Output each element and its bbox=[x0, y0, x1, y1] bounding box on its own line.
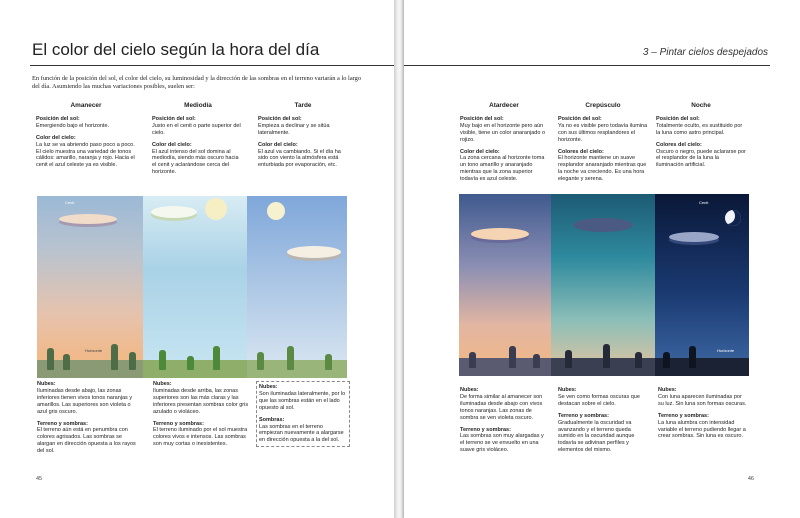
terrain-label: Terreno y sombras: bbox=[558, 412, 609, 419]
moon-icon bbox=[725, 210, 741, 226]
column-amanecer bbox=[36, 103, 136, 169]
column-atardecer bbox=[460, 103, 548, 183]
sky-color-label: Color del cielo: bbox=[36, 134, 76, 141]
tree bbox=[213, 346, 220, 370]
shadows-text: Las sombras en el terreno empiezan nuevamente a alargarse en dirección opuesta a la del sol. bbox=[259, 423, 344, 444]
sky-panel-crepusculo bbox=[551, 194, 655, 376]
cloud bbox=[669, 232, 719, 242]
sun-position-text: Muy bajo en el horizonte pero aún visible, tiene un color anaranjado o rojizo. bbox=[460, 122, 546, 143]
sky-color-text: Oscuro o negro, puede aclararse por el resplandor de la luna la iluminación artificial. bbox=[656, 148, 746, 169]
cloud bbox=[573, 218, 633, 232]
terrain-text: Gradualmente la oscuridad va avanzando y el terreno queda sumido en la oscuridad aunque todavía se adivinan perfiles y elementos del mismo. bbox=[558, 419, 635, 454]
chapter-heading: 3 – Pintar cielos despejados bbox=[642, 47, 768, 58]
clouds-label: Nubes: bbox=[153, 381, 172, 387]
column-heading: Mediodía bbox=[184, 102, 212, 109]
tree bbox=[603, 344, 610, 368]
page-title: El color del cielo según la hora del día bbox=[32, 40, 320, 59]
clouds-text: Iluminadas desde abajo, las zonas inferiores tienen vivos tonos naranjas y amarillos. Las superiores son violeta o azul gris oscuro. bbox=[37, 387, 133, 415]
column-heading: Noche bbox=[691, 102, 711, 109]
sky-panel-tarde bbox=[247, 196, 347, 378]
column-noche bbox=[656, 103, 746, 169]
book-gutter bbox=[394, 0, 404, 518]
tree bbox=[663, 352, 670, 368]
cloud bbox=[151, 206, 197, 218]
tree bbox=[469, 352, 476, 368]
left-page bbox=[0, 0, 394, 518]
terrain-label: Terreno y sombras: bbox=[460, 426, 511, 433]
tree bbox=[111, 344, 118, 370]
sky-panel-mediodia bbox=[143, 196, 247, 378]
intro-paragraph: En función de la posición del sol, el color del cielo, su luminosidad y la dirección de las sombras en el terreno variarán a lo largo del día. Asumiendo las muchas variaciones posibles, suelen ser: bbox=[32, 75, 362, 91]
sun-position-text: Emergiendo bajo el horizonte. bbox=[36, 122, 110, 129]
clouds-text: Son iluminadas lateralmente, por lo que las sombras están en el lado opuesto al sol. bbox=[259, 390, 346, 411]
title-rule bbox=[404, 65, 770, 66]
sky-color-label: Colores del cielo: bbox=[656, 141, 702, 148]
sun-position-label: Posición del sol: bbox=[152, 115, 196, 122]
terrain-text: El terreno aún está en penumbra con colores agrisados. Las sombras se alargan en dirección opuesta a los rayos del sol. bbox=[37, 427, 136, 455]
notes-crepusculo bbox=[558, 387, 650, 454]
tree bbox=[635, 352, 642, 368]
shadows-label: Sombras: bbox=[259, 416, 285, 423]
column-crepusculo bbox=[558, 103, 648, 183]
sun-position-label: Posición del sol: bbox=[258, 115, 302, 122]
sky-color-label: Color del cielo: bbox=[460, 148, 500, 155]
clouds-text: Se ven como formas oscuras que destacan sobre el cielo. bbox=[558, 393, 640, 407]
sun-position-text: Ya no es visible pero todavía ilumina con sus últimos resplandores el horizonte. bbox=[558, 122, 648, 143]
sky-color-text: El azul va cambiando. Si el día ha sido con viento la atmósfera está enturbiada por evaporación, etc. bbox=[258, 148, 341, 169]
notes-tarde bbox=[256, 381, 350, 447]
sky-panel-noche bbox=[655, 194, 749, 376]
clouds-text: Con luna aparecen iluminadas por su luz. Sin luna son formas oscuras. bbox=[658, 393, 747, 407]
column-heading: Amanecer bbox=[70, 102, 102, 109]
notes-mediodia bbox=[153, 381, 249, 448]
sky-color-text: El horizonte mantiene un suave resplandor anaranjado mientras que la noche va creciendo. Es una hora elegante y serena. bbox=[558, 155, 647, 183]
cloud bbox=[287, 246, 341, 258]
tree bbox=[287, 346, 294, 370]
clouds-label: Nubes: bbox=[658, 387, 677, 393]
tree bbox=[565, 350, 572, 368]
tree bbox=[129, 352, 136, 370]
terrain-text: La luna alumbra con intensidad variable el terreno pudiendo llegar a crear sombras. Sin luna es oscuro. bbox=[658, 419, 746, 440]
sun-icon bbox=[267, 202, 285, 220]
sky-color-text: El azul intenso del sol domina al mediodía, siendo más oscuro hacia el cenit y aclarándose cerca del horizonte. bbox=[152, 148, 239, 176]
sun-position-label: Posición del sol: bbox=[460, 115, 504, 122]
horizon-label: Horizonte bbox=[85, 348, 103, 353]
sky-color-label: Color del cielo: bbox=[258, 141, 298, 148]
right-page bbox=[404, 0, 800, 518]
cenit-label: Cenit bbox=[699, 200, 709, 205]
sun-icon bbox=[205, 198, 227, 220]
column-heading: Tarde bbox=[294, 102, 312, 109]
tree bbox=[187, 356, 194, 370]
column-heading: Crepúsculo bbox=[585, 102, 621, 109]
sky-color-label: Color del cielo: bbox=[152, 141, 192, 148]
sun-position-text: Empieza a declinar y se sitúa lateralmente. bbox=[258, 122, 330, 136]
terrain-label: Terreno y sombras: bbox=[153, 420, 204, 427]
sky-color-text: La luz se va abriendo paso poco a poco. El cielo muestra una variedad de tonos cálidos: amarillo, naranja y rojo. Hacia el cenit el azul celeste ya es visible. bbox=[36, 141, 135, 169]
clouds-label: Nubes: bbox=[460, 387, 479, 393]
page-number: 46 bbox=[747, 476, 754, 482]
sun-position-label: Posición del sol: bbox=[656, 115, 700, 122]
notes-noche bbox=[658, 387, 748, 440]
tree bbox=[533, 354, 540, 368]
terrain-label: Terreno y sombras: bbox=[37, 420, 88, 427]
tree bbox=[47, 348, 54, 370]
clouds-label: Nubes: bbox=[259, 384, 278, 390]
tree bbox=[63, 354, 70, 370]
sun-position-text: Totalmente oculto, es sustituido por la luna como astro principal. bbox=[656, 122, 743, 136]
tree bbox=[689, 346, 696, 368]
sky-panel-atardecer bbox=[459, 194, 551, 376]
clouds-text: Iluminadas desde arriba, las zonas superiores son las más claras y las inferiores presentan sombras color gris azulado o violáceo. bbox=[153, 387, 249, 415]
terrain-label: Terreno y sombras: bbox=[658, 412, 709, 419]
sun-position-text: Justo en el cenit o parte superior del cielo. bbox=[152, 122, 241, 136]
tree bbox=[257, 352, 264, 370]
column-mediodia bbox=[152, 103, 244, 176]
clouds-text: De forma similar al amanecer son iluminadas desde abajo con vivos tonos naranjas. Las zonas de sombra se ven violeta oscuro. bbox=[460, 393, 543, 421]
sky-panel-amanecer bbox=[37, 196, 143, 378]
tree bbox=[509, 346, 516, 368]
sun-position-label: Posición del sol: bbox=[558, 115, 602, 122]
sky-color-text: La zona cercana al horizonte toma un tono amarillo y anaranjado mientras que la zona superior todavía es azul celeste. bbox=[460, 155, 545, 183]
title-rule bbox=[30, 65, 394, 66]
terrain-text: Las sombras son muy alargadas y el terreno se ve envuelto en una suave gris violáceo. bbox=[460, 433, 544, 454]
clouds-label: Nubes: bbox=[37, 381, 56, 387]
sky-color-label: Colores del cielo: bbox=[558, 148, 604, 155]
column-heading: Atardecer bbox=[489, 102, 519, 109]
horizon-label: Horizonte bbox=[717, 348, 735, 353]
clouds-label: Nubes: bbox=[558, 387, 577, 393]
sun-position-label: Posición del sol: bbox=[36, 115, 80, 122]
tree bbox=[159, 350, 166, 370]
page-number: 45 bbox=[36, 476, 43, 482]
cenit-label: Cenit bbox=[65, 200, 75, 205]
cloud bbox=[59, 214, 117, 224]
tree bbox=[325, 354, 332, 370]
terrain-text: El terreno iluminado por el sol muestra colores vivos e intensos. Las sombras son muy cortas o inexistentes. bbox=[153, 427, 248, 448]
notes-amanecer bbox=[37, 381, 141, 455]
notes-atardecer bbox=[460, 387, 548, 454]
cloud bbox=[471, 228, 529, 240]
column-tarde bbox=[258, 103, 348, 169]
